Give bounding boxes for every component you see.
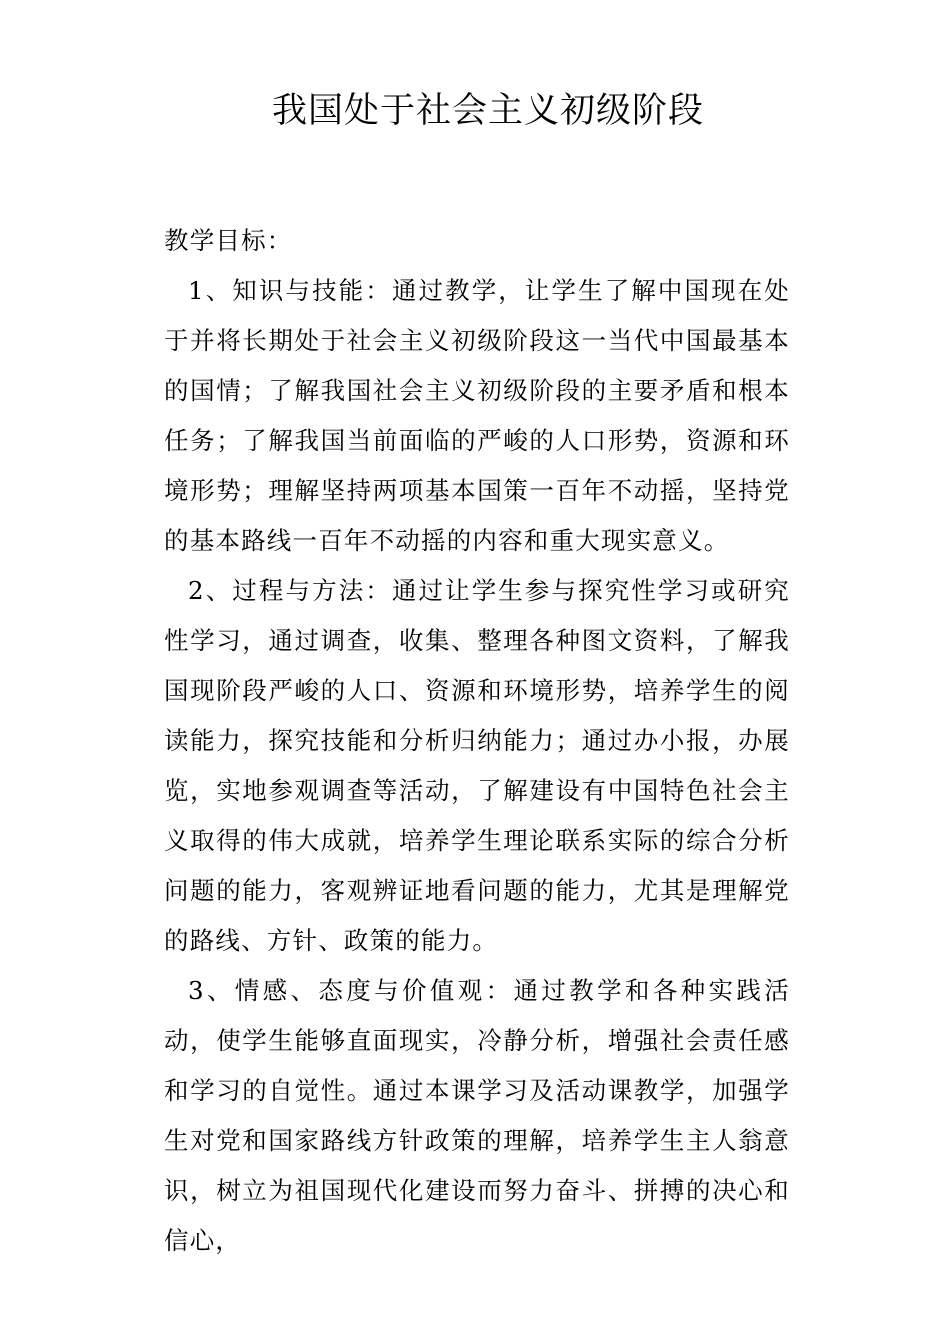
document-title: 我国处于社会主义初级阶段 [271, 91, 704, 131]
paragraph-emotion-values: 3、情感、态度与价值观：通过教学和各种实践活动，使学生能够直面现实，冷静分析，增强社会责任感和学习的自觉性。通过本课学习及活动课教学，加强学生对党和国家路线方针政策的理解，培养学生主人翁意识，树立为祖国现代化建设而努力奋斗、拼搏的决心和信心， [164, 976, 790, 1255]
paragraph-knowledge-skills: 1、知识与技能：通过教学，让学生了解中国现在处于并将长期处于社会主义初级阶段这一当代中国最基本的国情；了解我国社会主义初级阶段的主要矛盾和根本任务；了解我国当前面临的严峻的人口形势，资源和环境形势；理解坚持两项基本国策一百年不动摇，坚持党的基本路线一百年不动摇的内容和重大现实意义。 [164, 276, 790, 555]
paragraph-process-methods: 2、过程与方法：通过让学生参与探究性学习或研究性学习，通过调查，收集、整理各种图文资料，了解我国现阶段严峻的人口、资源和环境形势，培养学生的阅读能力，探究技能和分析归纳能力；通过办小报，办展览，实地参观调查等活动，了解建设有中国特色社会主义取得的伟大成就，培养学生理论联系实际的综合分析问题的能力，客观辨证地看问题的能力，尤其是理解党的路线、方针、政策的能力。 [164, 576, 790, 955]
objectives-heading: 教学目标： [164, 226, 293, 255]
document-body [164, 216, 790, 1266]
